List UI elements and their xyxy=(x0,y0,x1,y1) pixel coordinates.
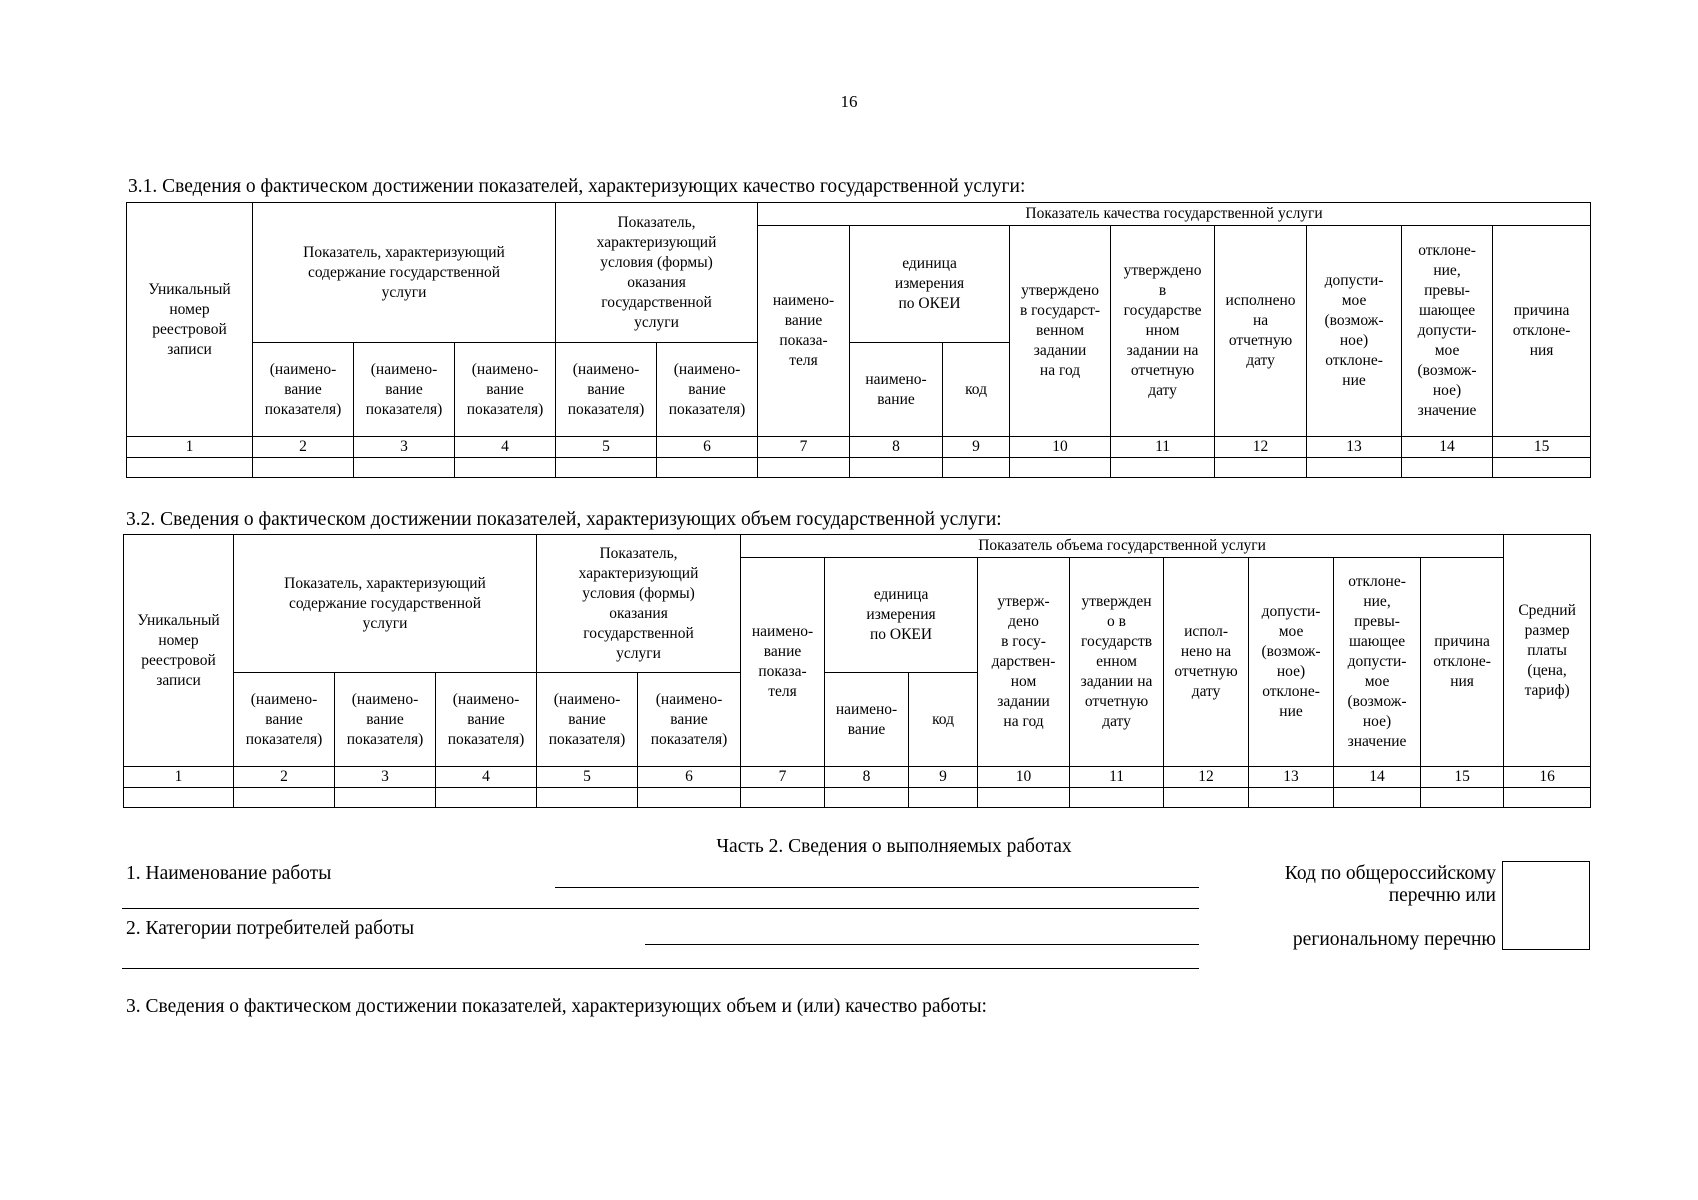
header-sub-name: (наимено- вание показателя) xyxy=(253,343,354,437)
table-cell[interactable] xyxy=(455,458,556,478)
header-deviation-reason: причина отклоне- ния xyxy=(1493,226,1591,437)
table-cell[interactable] xyxy=(1493,458,1591,478)
header-allowed-deviation: допусти- мое (возмож- ное) отклоне- ние xyxy=(1249,558,1334,767)
table-cell[interactable] xyxy=(1307,458,1402,478)
header-sub-name: (наимено- вание показателя) xyxy=(537,673,638,767)
consumers-label: 2. Категории потребителей работы xyxy=(126,918,415,939)
header-unique-number: Уникальный номер реестровой записи xyxy=(124,535,234,767)
column-number: 6 xyxy=(657,437,758,458)
table-cell[interactable] xyxy=(1249,788,1334,808)
header-content-indicator: Показатель, характеризующий содержание государственной услуги xyxy=(234,535,537,673)
table-cell[interactable] xyxy=(1402,458,1493,478)
column-number: 14 xyxy=(1334,767,1421,788)
column-number: 3 xyxy=(354,437,455,458)
column-number: 12 xyxy=(1215,437,1307,458)
header-unit-code: код xyxy=(909,673,978,767)
table-cell[interactable] xyxy=(825,788,909,808)
header-unit-code: код xyxy=(943,343,1010,437)
column-number: 10 xyxy=(978,767,1070,788)
table-cell[interactable] xyxy=(124,788,234,808)
table-cell[interactable] xyxy=(943,458,1010,478)
consumers-input-line[interactable] xyxy=(645,944,1199,945)
header-unit-okei: единица измерения по ОКЕИ xyxy=(825,558,978,673)
table-cell[interactable] xyxy=(354,458,455,478)
table-cell[interactable] xyxy=(234,788,335,808)
header-unique-number: Уникальный номер реестровой записи xyxy=(127,203,253,437)
header-conditions-indicator: Показатель, характеризующий условия (формы) оказания государственной услуги xyxy=(537,535,741,673)
table-cell[interactable] xyxy=(758,458,850,478)
table-cell[interactable] xyxy=(537,788,638,808)
column-number: 2 xyxy=(234,767,335,788)
table-row xyxy=(127,458,1591,478)
consumers-continuation-line[interactable] xyxy=(122,968,1199,969)
column-number: 8 xyxy=(825,767,909,788)
header-executed: исполнено на отчетную дату xyxy=(1215,226,1307,437)
header-sub-name: (наимено- вание показателя) xyxy=(556,343,657,437)
column-number: 7 xyxy=(741,767,825,788)
header-conditions-indicator: Показатель, характеризующий условия (формы) оказания государственной услуги xyxy=(556,203,758,343)
table-cell[interactable] xyxy=(1164,788,1249,808)
header-unit-name: наимено- вание xyxy=(850,343,943,437)
column-number: 13 xyxy=(1249,767,1334,788)
column-number: 1 xyxy=(127,437,253,458)
header-approved-year: утверждено в государст- венном задании на год xyxy=(1010,226,1111,437)
header-deviation-exceeding: отклоне- ние, превы- шающее допусти- мое (возмож- ное) значение xyxy=(1334,558,1421,767)
header-sub-name: (наимено- вание показателя) xyxy=(436,673,537,767)
header-volume-indicator: Показатель объема государственной услуги xyxy=(741,535,1504,558)
header-deviation-exceeding: отклоне- ние, превы- шающее допусти- мое (возмож- ное) значение xyxy=(1402,226,1493,437)
work-name-continuation-line[interactable] xyxy=(122,908,1199,909)
registry-code-box[interactable] xyxy=(1502,861,1590,950)
header-quality-indicator: Показатель качества государственной услуги xyxy=(758,203,1591,226)
table-cell[interactable] xyxy=(556,458,657,478)
header-unit-okei: единица измерения по ОКЕИ xyxy=(850,226,1010,343)
column-number: 9 xyxy=(943,437,1010,458)
page-number: 16 xyxy=(840,92,858,111)
column-number: 11 xyxy=(1111,437,1215,458)
column-number: 3 xyxy=(335,767,436,788)
table-cell[interactable] xyxy=(1504,788,1591,808)
work-name-label: 1. Наименование работы xyxy=(126,863,332,884)
table-cell[interactable] xyxy=(850,458,943,478)
table-cell[interactable] xyxy=(335,788,436,808)
header-approved-report-date: утверждено в государстве нном задании на отчетную дату xyxy=(1111,226,1215,437)
header-average-fee: Средний размер платы (цена, тариф) xyxy=(1504,535,1591,767)
column-number: 4 xyxy=(436,767,537,788)
column-number: 11 xyxy=(1070,767,1164,788)
column-number: 5 xyxy=(556,437,657,458)
header-executed: испол- нено на отчетную дату xyxy=(1164,558,1249,767)
header-allowed-deviation: допусти- мое (возмож- ное) отклоне- ние xyxy=(1307,226,1402,437)
column-number: 2 xyxy=(253,437,354,458)
work-name-input-line[interactable] xyxy=(555,887,1199,888)
table-cell[interactable] xyxy=(436,788,537,808)
column-number: 7 xyxy=(758,437,850,458)
header-sub-name: (наимено- вание показателя) xyxy=(354,343,455,437)
column-number: 15 xyxy=(1493,437,1591,458)
table-cell[interactable] xyxy=(657,458,758,478)
column-number: 4 xyxy=(455,437,556,458)
table-cell[interactable] xyxy=(638,788,741,808)
column-number: 16 xyxy=(1504,767,1591,788)
column-number: 15 xyxy=(1421,767,1504,788)
table-cell[interactable] xyxy=(1215,458,1307,478)
registry-code-label: Код по общероссийскому перечню или региональному перечню xyxy=(1284,863,1496,950)
header-sub-name: (наимено- вание показателя) xyxy=(657,343,758,437)
header-sub-name: (наимено- вание показателя) xyxy=(234,673,335,767)
section-3-1-title: 3.1. Сведения о фактическом достижении показателей, характеризующих качество государственной услуги: xyxy=(128,176,1026,197)
section-3-2-title: 3.2. Сведения о фактическом достижении показателей, характеризующих объем государственной услуги: xyxy=(126,509,1002,530)
column-number: 1 xyxy=(124,767,234,788)
section-3-work-title: 3. Сведения о фактическом достижении показателей, характеризующих объем и (или) качество работы: xyxy=(126,996,987,1017)
header-content-indicator: Показатель, характеризующий содержание государственной услуги xyxy=(253,203,556,343)
column-number: 10 xyxy=(1010,437,1111,458)
table-cell[interactable] xyxy=(1421,788,1504,808)
table-cell[interactable] xyxy=(1111,458,1215,478)
header-sub-name: (наимено- вание показателя) xyxy=(335,673,436,767)
header-sub-name: (наимено- вание показателя) xyxy=(455,343,556,437)
part2-title: Часть 2. Сведения о выполняемых работах xyxy=(716,836,1072,857)
header-approved-year: утверж- дено в госу- дарствен- ном задании на год xyxy=(978,558,1070,767)
table-cell[interactable] xyxy=(741,788,825,808)
header-unit-name: наимено- вание xyxy=(825,673,909,767)
column-number: 14 xyxy=(1402,437,1493,458)
table-cell[interactable] xyxy=(978,788,1070,808)
column-number: 9 xyxy=(909,767,978,788)
table-cell[interactable] xyxy=(1334,788,1421,808)
column-number: 5 xyxy=(537,767,638,788)
header-approved-report-date: утвержден о в государств енном задании на отчетную дату xyxy=(1070,558,1164,767)
table-cell[interactable] xyxy=(1010,458,1111,478)
header-deviation-reason: причина отклоне- ния xyxy=(1421,558,1504,767)
quality-indicators-table xyxy=(126,202,1591,478)
header-indicator-name: наимено- вание показа- теля xyxy=(758,226,850,437)
table-cell[interactable] xyxy=(127,458,253,478)
table-cell[interactable] xyxy=(1070,788,1164,808)
header-indicator-name: наимено- вание показа- теля xyxy=(741,558,825,767)
table-cell[interactable] xyxy=(909,788,978,808)
column-number: 12 xyxy=(1164,767,1249,788)
table-cell[interactable] xyxy=(253,458,354,478)
column-number: 6 xyxy=(638,767,741,788)
column-number: 13 xyxy=(1307,437,1402,458)
table-row xyxy=(124,788,1591,808)
header-sub-name: (наимено- вание показателя) xyxy=(638,673,741,767)
column-number: 8 xyxy=(850,437,943,458)
volume-indicators-table xyxy=(123,534,1591,808)
